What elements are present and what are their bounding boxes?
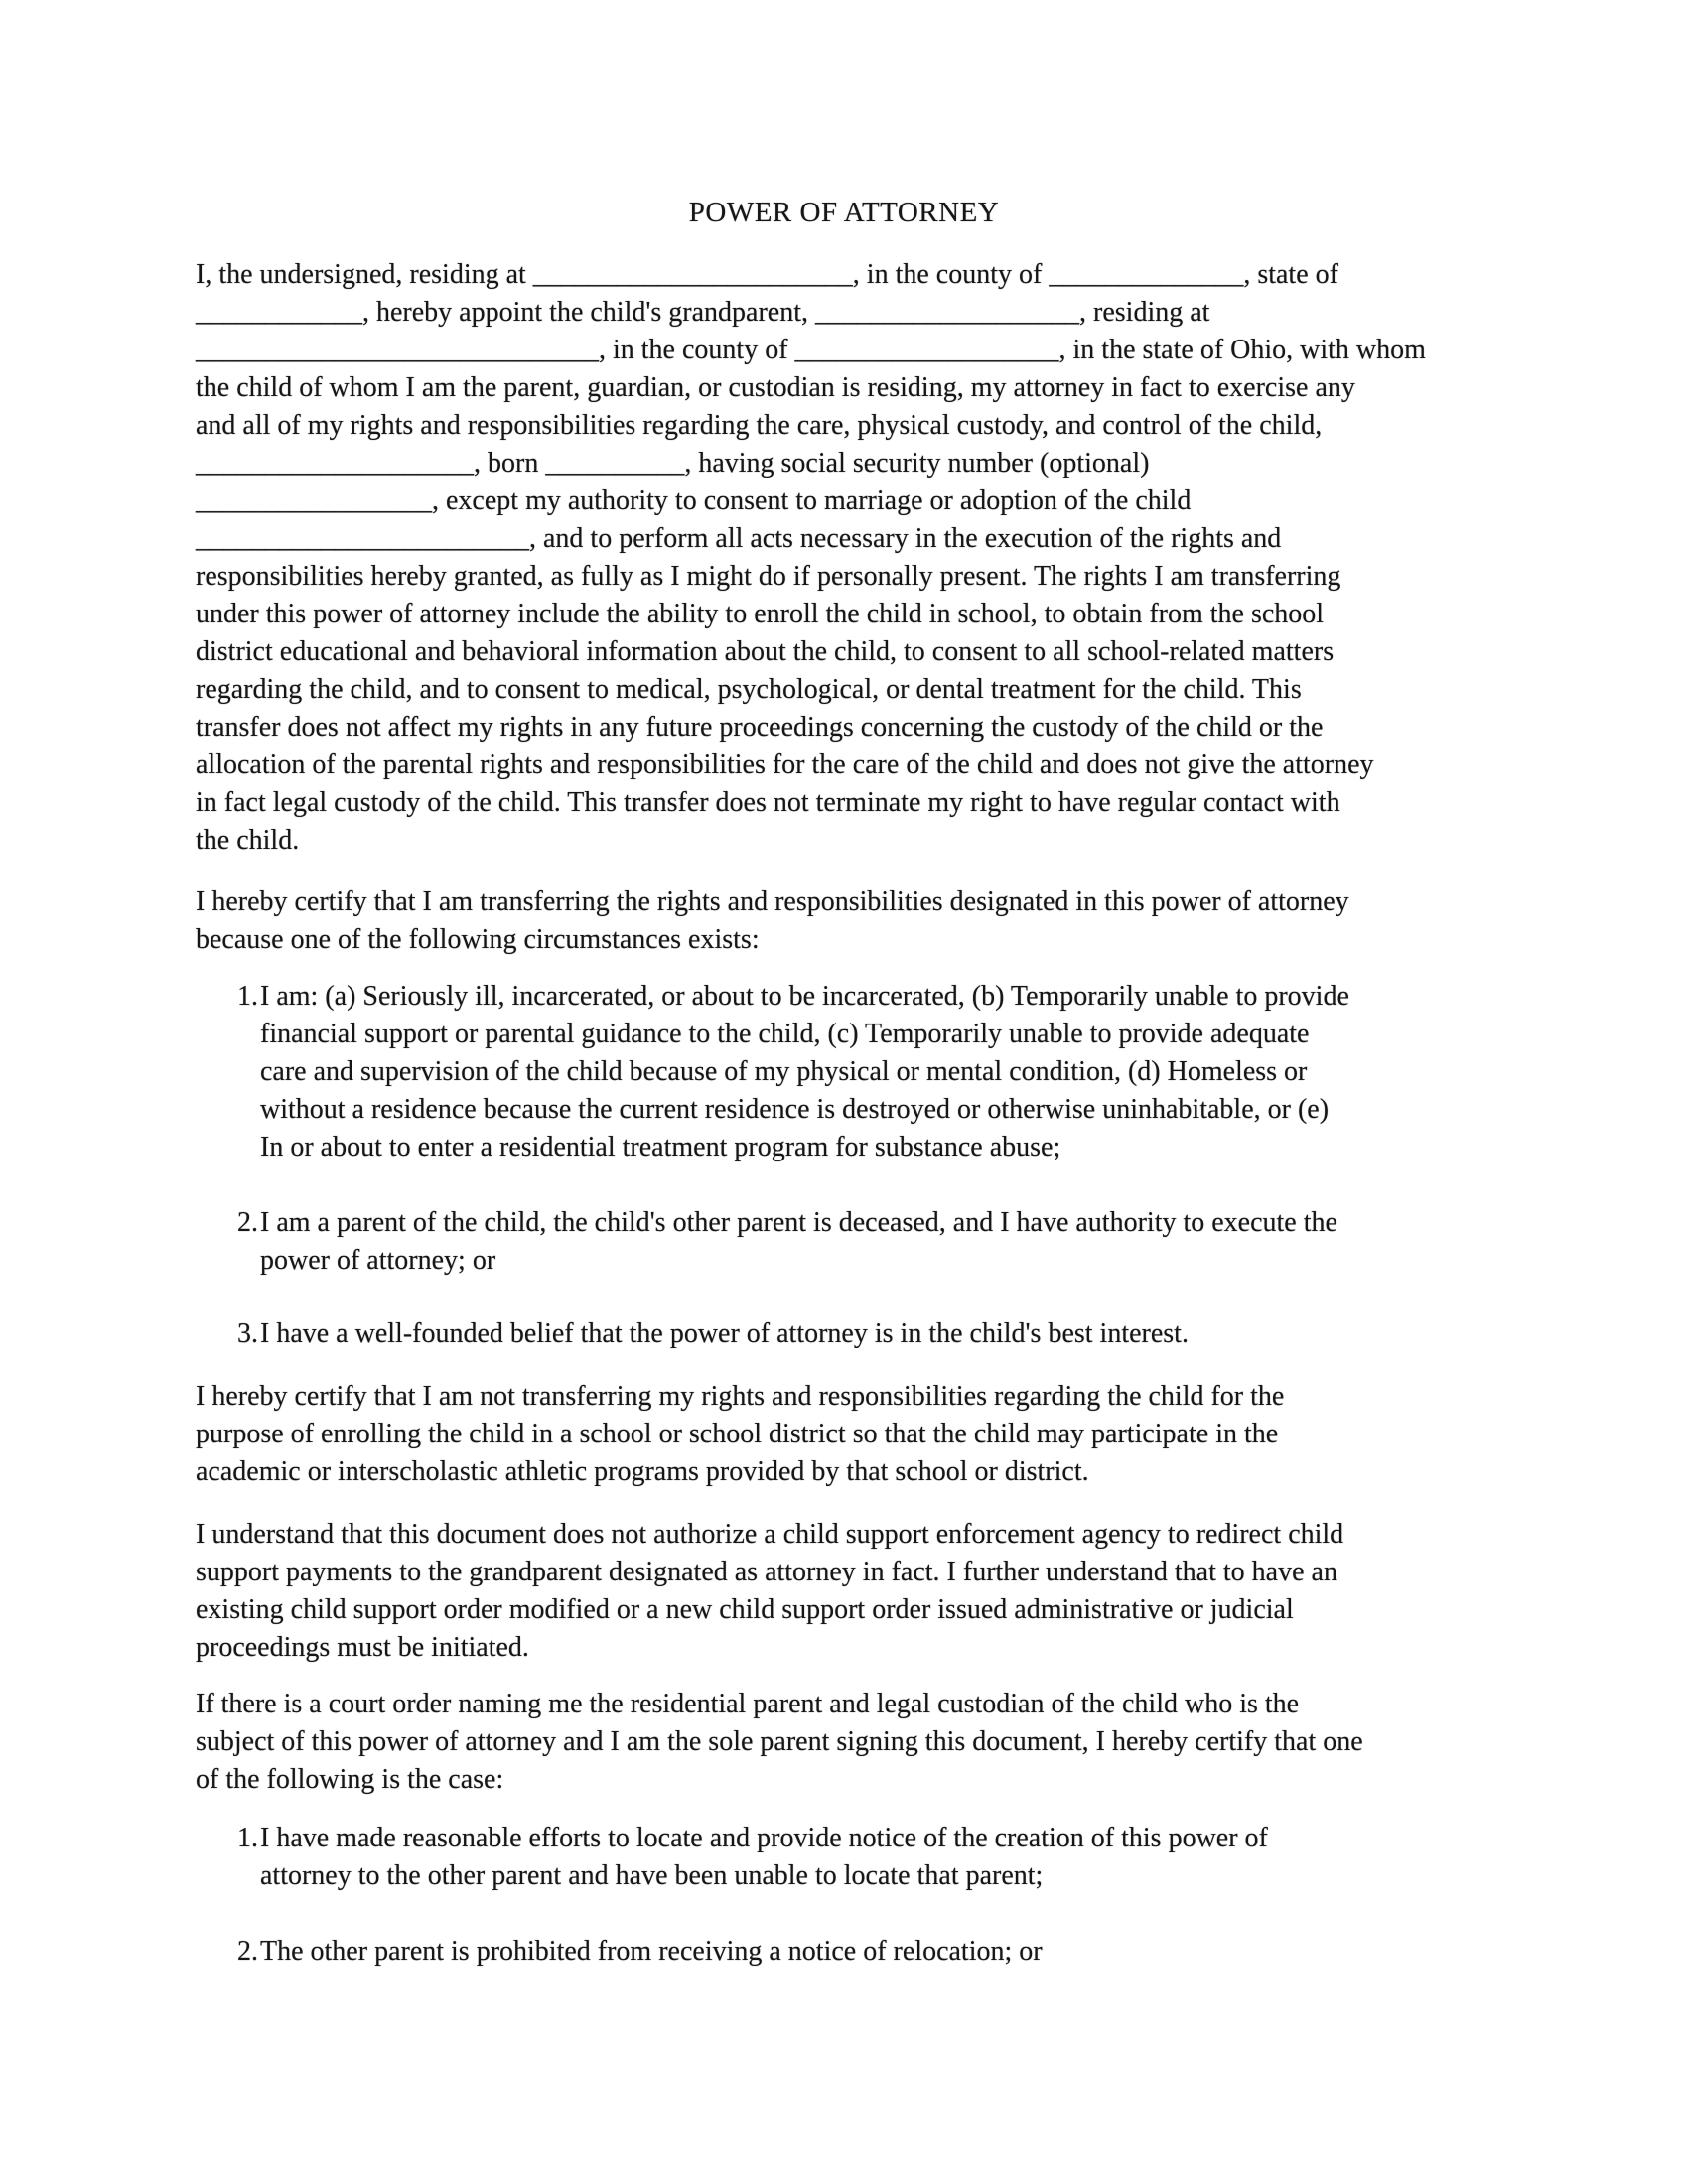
- circumstance-item-3: [237, 1315, 1189, 1353]
- not-transferring-paragraph: [196, 1378, 1284, 1491]
- text-line: and all of my rights and responsibilities regarding the care, physical custody, and control of the child,: [196, 410, 1323, 441]
- list-item-number: 1.: [237, 981, 258, 1012]
- text-line: allocation of the parental rights and responsibilities for the care of the child and does not give the attorney: [196, 750, 1374, 780]
- text-line: I have made reasonable efforts to locate and provide notice of the creation of this power of: [260, 1823, 1268, 1853]
- text-line: under this power of attorney include the ability to enroll the child in school, to obtain from the school: [196, 599, 1325, 629]
- text-line: support payments to the grandparent designated as attorney in fact. I further understand that to have an: [196, 1557, 1337, 1587]
- text-line: subject of this power of attorney and I am the sole parent signing this document, I hereby certify that one: [196, 1726, 1363, 1757]
- document-title: POWER OF ATTORNEY: [688, 197, 1000, 228]
- list-item-number: 2.: [237, 1936, 258, 1967]
- text-line: In or about to enter a residential treatment program for substance abuse;: [260, 1132, 1061, 1162]
- text-line: I have a well-founded belief that the power of attorney is in the child's best interest.: [260, 1318, 1189, 1349]
- list-item-number: 1.: [237, 1823, 258, 1853]
- list-item-text: [260, 1933, 1043, 1971]
- list-item-number: 3.: [237, 1318, 258, 1349]
- text-line: academic or interscholastic athletic programs provided by that school or district.: [196, 1456, 1089, 1487]
- court-order-item-1: [237, 1820, 1268, 1895]
- circumstance-item-2: [237, 1204, 1337, 1280]
- text-line: care and supervision of the child because of my physical or mental condition, (d) Homeless or: [260, 1056, 1308, 1087]
- text-line: purpose of enrolling the child in a school or school district so that the child may participate in the: [196, 1419, 1279, 1449]
- text-line: regarding the child, and to consent to medical, psychological, or dental treatment for the child. This: [196, 674, 1302, 705]
- list-item-text: [260, 1315, 1189, 1353]
- text-line: without a residence because the current residence is destroyed or otherwise uninhabitable, or (e): [260, 1094, 1330, 1125]
- text-line: responsibilities hereby granted, as fully as I might do if personally present. The rights I am transferring: [196, 561, 1341, 592]
- text-line: proceedings must be initiated.: [196, 1632, 529, 1663]
- text-line: attorney to the other parent and have been unable to locate that parent;: [260, 1860, 1044, 1891]
- certification-intro-paragraph: [196, 884, 1349, 959]
- text-line: ________________________, and to perform all acts necessary in the execution of the rights and: [196, 523, 1282, 554]
- text-line: district educational and behavioral information about the child, to consent to all school-related matters: [196, 636, 1335, 667]
- text-line: in fact legal custody of the child. This transfer does not terminate my right to have regular contact with: [196, 787, 1340, 818]
- text-line: I am a parent of the child, the child's other parent is deceased, and I have authority to execute the: [260, 1207, 1337, 1238]
- list-item-text: [260, 1204, 1337, 1280]
- text-line: power of attorney; or: [260, 1245, 496, 1276]
- court-order-item-2: [237, 1933, 1043, 1971]
- text-line: I am: (a) Seriously ill, incarcerated, or about to be incarcerated, (b) Temporarily unable to provide: [260, 981, 1349, 1012]
- text-line: the child.: [196, 825, 300, 856]
- text-line: I hereby certify that I am not transferring my rights and responsibilities regarding the child for the: [196, 1381, 1285, 1412]
- child-support-paragraph: [196, 1516, 1343, 1667]
- text-line: I, the undersigned, residing at _______________________, in the county of ______________, state of: [196, 259, 1338, 290]
- text-line: because one of the following circumstances exists:: [196, 924, 760, 955]
- text-line: ____________________, born __________, having social security number (optional): [196, 448, 1150, 478]
- circumstance-item-1: [237, 978, 1349, 1166]
- opening-paragraph: [196, 256, 1426, 860]
- text-line: of the following is the case:: [196, 1764, 504, 1795]
- text-line: If there is a court order naming me the residential parent and legal custodian of the child who is the: [196, 1689, 1300, 1719]
- text-line: the child of whom I am the parent, guardian, or custodian is residing, my attorney in fact to exercise any: [196, 372, 1355, 403]
- text-line: existing child support order modified or a new child support order issued administrative or judicial: [196, 1594, 1294, 1625]
- text-line: _________________, except my authority to consent to marriage or adoption of the child: [196, 485, 1192, 516]
- text-line: The other parent is prohibited from receiving a notice of relocation; or: [260, 1936, 1043, 1967]
- text-line: _____________________________, in the county of ___________________, in the state of Ohio, with whom: [196, 335, 1426, 365]
- list-item-text: [260, 978, 1349, 1166]
- text-line: transfer does not affect my rights in any future proceedings concerning the custody of the child or the: [196, 712, 1324, 743]
- court-order-paragraph: [196, 1686, 1363, 1799]
- list-item-number: 2.: [237, 1207, 258, 1238]
- text-line: ____________, hereby appoint the child's grandparent, ___________________, residing at: [196, 297, 1210, 328]
- text-line: I understand that this document does not authorize a child support enforcement agency to redirect child: [196, 1519, 1344, 1550]
- text-line: financial support or parental guidance to the child, (c) Temporarily unable to provide adequate: [260, 1019, 1310, 1049]
- list-item-text: [260, 1820, 1268, 1895]
- text-line: I hereby certify that I am transferring the rights and responsibilities designated in this power of attorney: [196, 887, 1349, 917]
